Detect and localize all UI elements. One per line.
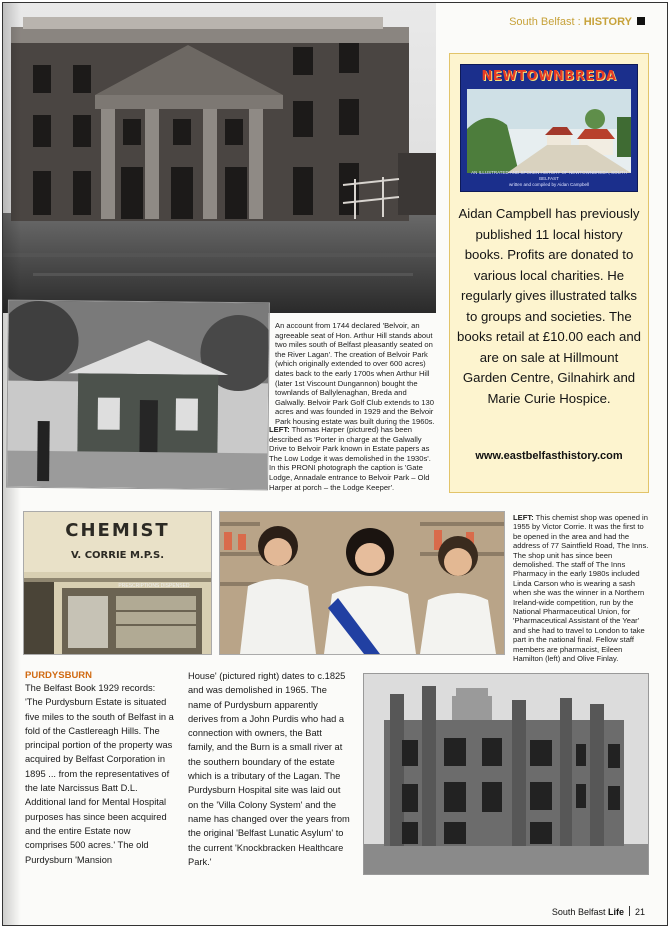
chemist-owner-sign: V. CORRIE M.P.S. <box>70 550 165 561</box>
purdysburn-column-2: House' (pictured right) dates to c.1825 and was demolished in 1965. The name of Purdysburn apparently derives from a John Purdis who had a connection with owners, the Batt family, and the Burn is a small river at the southern boundary of the estate which is a tributary of the Lagan. The Purdysburn Hospital site was laid out on the 'Villa Colony System' and the name has changed over the years from the original 'Belfast Lunatic Asylum' to the current 'Knockbracken Healthcare Park.' <box>188 671 350 867</box>
gate-lodge-caption-text: Thomas Harper (pictured) has been described as 'Porter in charge at the Galwally Drive to Belvoir Park known in Estate papers as The Low Lodge it was demolished in the 1930s'. In this PRONI photograph the caption is 'Gate Lodge, Annadale entrance to Belvoir Park – Old Harper at porch – the Lodge Keeper'. <box>269 425 431 492</box>
footer-magazine-bold: Life <box>607 907 624 917</box>
section-emphasis: HISTORY <box>583 16 632 28</box>
page-footer <box>552 906 645 917</box>
footer-magazine: South Belfast <box>551 907 608 917</box>
purdysburn-mansion-photo <box>363 673 649 875</box>
chemist-caption <box>513 513 651 664</box>
section-label: South Belfast : <box>509 16 584 28</box>
gate-lodge-photo <box>6 300 270 491</box>
footer-divider <box>629 906 630 916</box>
purdysburn-heading: PURDYSBURN <box>25 670 93 681</box>
pharmacy-staff-photo <box>219 511 505 655</box>
book-author-line: written and compiled by Aidan Campbell <box>508 182 590 187</box>
belvoir-caption: An account from 1744 declared 'Belvoir, an agreeable seat of Hon. Arthur Hill stands about two miles south of Belfast pleasantly seated on the River Lagan'. The creation of Belvoir Park (which originally extended to over 600 acres) dates back to the early 1700s when Arthur Hill (later 1st Viscount Dungannon) bought the townlands of Ballylenaghan, Breda and Galwally. Belvoir Park Golf Club extends to 130 acres and was founded in 1929 and the Belvoir Park housing estate was built during the 1960s. <box>275 321 435 426</box>
section-header <box>509 16 645 28</box>
belvoir-house-photo <box>3 3 436 313</box>
prescriptions-sign: PRESCRIPTIONS DISPENSED <box>118 583 190 589</box>
chemist-sign: CHEMIST <box>65 520 170 541</box>
book-title: NEWTOWNBREDA <box>481 69 617 84</box>
book-subtitle-line: AN ILLUSTRATED AND SPOKEN HISTORY OF NEWTOWNBREDA, SOUTH BELFAST <box>471 170 627 181</box>
chemist-caption-text: This chemist shop was opened in 1955 by Victor Corrie. It was the first to be opened in the area and had the address of 77 Saintfield Road, The Inns. The shop unit has since been demolished. The staff of The Inns Pharmacy in the early 1980s included Linda Carson who is wearing a sash when she was the winner in a Northern Ireland-wide competition, run by the National Pharmaceutical Union, for 'Pharmaceutical Assistant of the Year' and she had to travel to London to take part in the national final. Fellow staff members are pharmacist, Eileen Hamilton (left) and Olive Finlay. <box>513 513 649 664</box>
square-bullet-icon <box>637 17 645 25</box>
book-cover-icon <box>460 64 638 192</box>
author-promo-box <box>449 53 649 493</box>
promo-text: Aidan Campbell has previously published 11 local history books. Profits are donated to various local charities. He regularly gives illustrated talks to groups and societies. The books retail at £10.00 each and are on sale at Hillmount Garden Centre, Gilnahirk and Marie Curie Hospice. <box>456 206 642 406</box>
chemist-shop-photo <box>23 511 212 655</box>
purdysburn-column-1: The Belfast Book 1929 records: 'The Purdysburn Estate is situated five miles to the south of Belfast in a fold of the Castlereagh Hills. The principal portion of the property was acquired by Belfast Corporation in 1895 ... from the representatives of the late Narcissus Batt D.L. Additional land for Mental Hospital purposes has since been acquired and the entire Estate now comprises 500 acres.' The old Purdysburn 'Mansion <box>25 683 174 865</box>
book-subtitle <box>461 170 637 188</box>
website-link[interactable]: www.eastbelfasthistory.com <box>475 450 623 462</box>
gate-lodge-caption <box>269 425 439 492</box>
book-cover-illustration <box>467 89 631 173</box>
left-label: LEFT: <box>269 425 290 434</box>
page-number: 21 <box>634 907 645 917</box>
chemist-left-label: LEFT: <box>513 513 534 522</box>
magazine-page <box>2 2 668 926</box>
